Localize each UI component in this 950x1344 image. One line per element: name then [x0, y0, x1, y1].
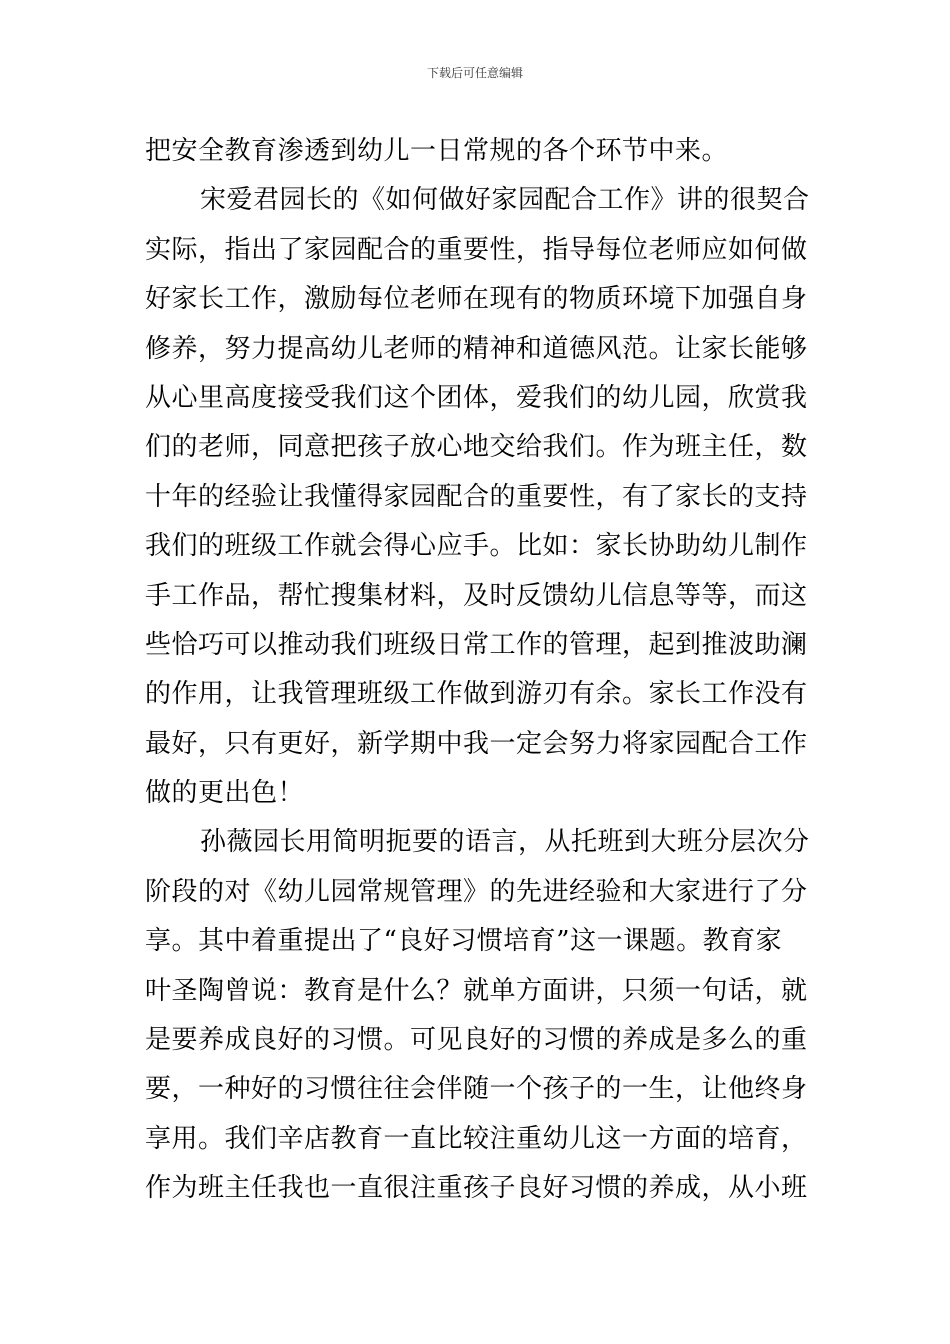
text-line: 实际，指出了家园配合的重要性，指导每位老师应如何做 — [145, 234, 808, 265]
text-line: 享。其中着重提出了“良好习惯培育”这一课题。教育家 — [145, 926, 783, 957]
header-note: 下载后可任意编辑 — [426, 66, 523, 80]
text-line: 最好，只有更好，新学期中我一定会努力将家园配合工作 — [145, 728, 808, 759]
text-line: 的作用，让我管理班级工作做到游刃有余。家长工作没有 — [145, 679, 808, 710]
text-line: 阶段的对《幼儿园常规管理》的先进经验和大家进行了分 — [145, 876, 808, 907]
text-line: 些恰巧可以推动我们班级日常工作的管理，起到推波助澜 — [145, 629, 808, 660]
text-line: 好家长工作，激励每位老师在现有的物质环境下加强自身 — [145, 284, 808, 315]
text-line: 修养，努力提高幼儿老师的精神和道德风范。让家长能够 — [145, 333, 808, 364]
text-line: 叶圣陶曾说：教育是什么？就单方面讲，只须一句话，就 — [145, 975, 808, 1006]
text-line: 把安全教育渗透到幼儿一日常规的各个环节中来。 — [145, 136, 729, 166]
text-line: 们的老师，同意把孩子放心地交给我们。作为班主任，数 — [145, 432, 808, 463]
text-line: 做的更出色！ — [145, 778, 305, 809]
text-line: 是要养成良好的习惯。可见良好的习惯的养成是多么的重 — [145, 1025, 808, 1056]
text-line: 我们的班级工作就会得心应手。比如：家长协助幼儿制作 — [145, 531, 808, 562]
text-line: 手工作品，帮忙搜集材料，及时反馈幼儿信息等等，而这 — [145, 580, 808, 611]
text-line: 十年的经验让我懂得家园配合的重要性，有了家长的支持 — [145, 481, 808, 512]
body-text — [145, 127, 810, 1214]
text-line: 要，一种好的习惯往往会伴随一个孩子的一生，让他终身 — [145, 1074, 808, 1105]
text-line: 宋爱君园长的《如何做好家园配合工作》讲的很契合 — [200, 185, 810, 216]
text-line: 孙薇园长用简明扼要的语言，从托班到大班分层次分 — [200, 827, 810, 858]
text-line: 从心里高度接受我们这个团体，爱我们的幼儿园，欣赏我 — [145, 382, 808, 413]
text-line: 享用。我们辛店教育一直比较注重幼儿这一方面的培育， — [145, 1123, 808, 1154]
text-line: 作为班主任我也一直很注重孩子良好习惯的养成，从小班 — [145, 1173, 808, 1204]
